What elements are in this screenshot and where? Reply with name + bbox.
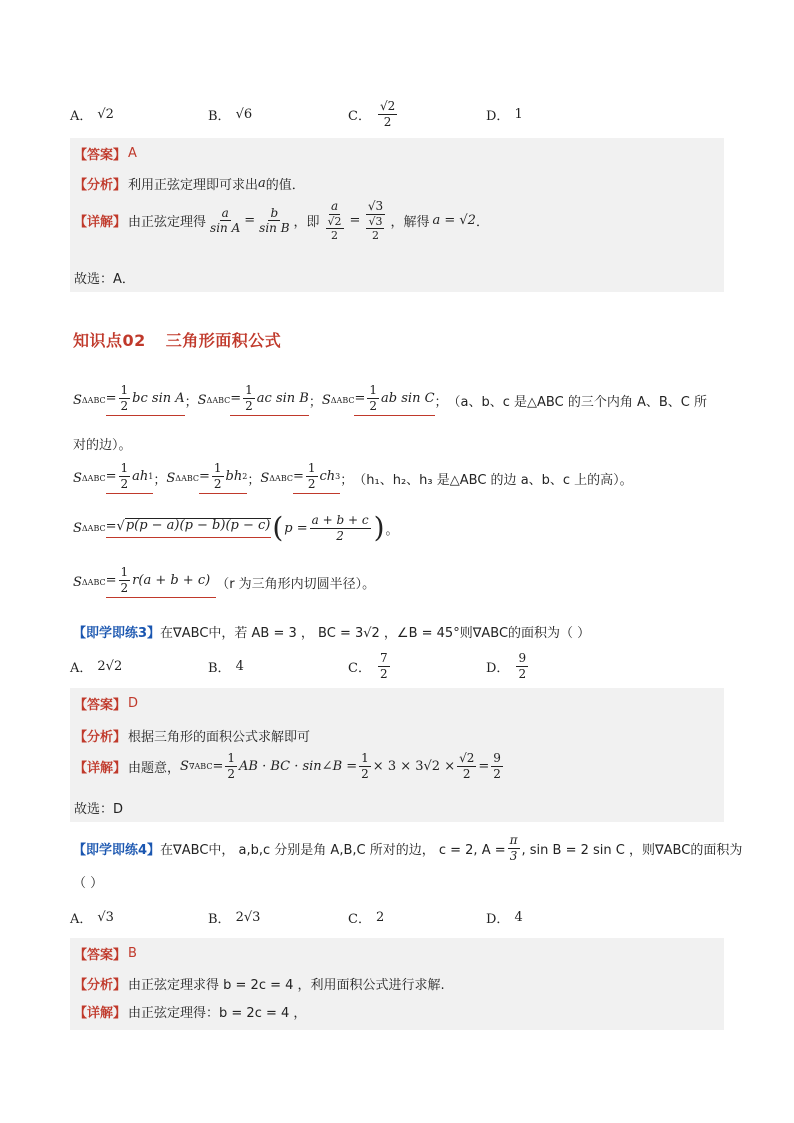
formula-1a: = $\frac{1}{2}$ bc sin A — [106, 384, 185, 416]
ex4-option-d: D． 4 — [486, 910, 523, 927]
section-number: 知识点02 — [73, 331, 146, 350]
prev-detail-line: 【详解】 由正弦定理得 $\frac{a}{\text{sin A}}$ = $\frac{b}{\text{sin B}}$ ，即 $\frac{a}{\frac{√2}{2}}$ = $\frac{√3}{\frac{√3}{2}}$ ，解得 a = √2 ． — [74, 199, 489, 243]
formula-line-1: S ΔABC = $\frac{1}{2}$ bc sin A ； S ΔABC = $\frac{1}{2}$ ac sin B ； S ΔABC = $\frac{1}{2}$ ab sin C ； （a、b、c 是△ABC 的三个内角 A、B、C 所 — [73, 384, 707, 416]
fraction-semiperimeter: $\frac{a + b + c}{2}$ — [311, 513, 369, 543]
formula-1c: = $\frac{1}{2}$ ab sin C — [354, 384, 434, 416]
prev-options-row — [70, 100, 724, 128]
formula-1b: = $\frac{1}{2}$ ac sin B — [230, 384, 309, 416]
prev-analysis-line: 【分析】 利用正弦定理即可求出 a 的值． — [74, 176, 305, 193]
ex3-solution-box — [70, 688, 724, 822]
ex3-options-row — [70, 652, 724, 680]
formula-line-2: S ΔABC = $\frac{1}{2}$ ah 1 ； S ΔABC = $\frac{1}{2}$ bh 2 ； S ΔABC = $\frac{1}{2}$ ch 3 ； （h₁、h₂、h₃ 是△ABC 的边 a、b、c 上的高）。 — [73, 462, 633, 494]
ex3-analysis-line: 【分析】 根据三角形的面积公式求解即可 — [74, 730, 311, 745]
formula-line-3: S ΔABC = √ p(p − a)(p − b)(p − c) ( p = $\frac{a + b + c}{2}$ ) 。 — [73, 511, 399, 545]
formula-2c: = $\frac{1}{2}$ ch 3 — [293, 462, 340, 494]
ex4-detail-line: 【详解】 由正弦定理得：b = 2c = 4 ， — [74, 1006, 307, 1021]
fraction-b-over-sinB: $\frac{b}{\text{sin B}}$ — [259, 205, 290, 236]
ex3-option-a: A． 2√2 — [70, 658, 123, 676]
ex3-option-d: D． $\frac{9}{2}$ — [486, 651, 527, 681]
prev-answer-line: 【答案】 A — [74, 146, 137, 163]
section-title: 三角形面积公式 — [165, 331, 282, 350]
ex4-option-b: B． 2√3 — [208, 910, 261, 927]
ex4-options-row — [70, 908, 724, 927]
exercise-4-stem: 【即学即练4】 在∇ABC中， a,b,c 分别是角 A,B,C 所对的边， c = 2, A = $\frac{\pi}{3}$ , sin B = 2 sin C ，则∇ABC的面积为 — [73, 833, 743, 863]
option-a: A． √2 — [70, 106, 114, 124]
formula-line-4: S ΔABC = $\frac{1}{2}$ r(a + b + c) （r 为三角形内切圆半径）。 — [73, 566, 375, 598]
fraction-a-over-sinA: $\frac{a}{\text{sin A}}$ — [210, 205, 241, 236]
formula-2b: = $\frac{1}{2}$ bh 2 — [199, 462, 247, 494]
formula-line-1-note: 对的边）。 — [73, 438, 132, 453]
fraction-root3-over-root3-half: $\frac{√3}{\frac{√3}{2}}$ — [367, 199, 384, 243]
exercise-3-stem: 【即学即练3】在∇ABC中，若 AB = 3 ， BC = 3√2 ，∠B = 45°则∇ABC的面积为（ ） — [73, 626, 591, 641]
prev-solution-box — [70, 138, 724, 292]
option-b: B． √6 — [208, 106, 253, 124]
formula-heron: = √ p(p − a)(p − b)(p − c) — [106, 518, 272, 537]
formula-2a: = $\frac{1}{2}$ ah 1 — [106, 462, 154, 494]
option-c: C． $\frac{√2}{2}$ — [348, 99, 396, 129]
fraction-a-over-root2-half: $\frac{a}{\frac{√2}{2}}$ — [327, 199, 342, 243]
ex4-option-c: C． 2 — [348, 910, 385, 927]
ex4-option-a: A． √3 — [70, 910, 114, 927]
ex3-option-c: C． $\frac{7}{2}$ — [348, 651, 388, 681]
ex3-option-b: B． 4 — [208, 658, 244, 676]
option-c-fraction: $\frac{√2}{2}$ — [379, 99, 396, 129]
ex4-analysis-line: 【分析】 由正弦定理求得 b = 2c = 4 ，利用面积公式进行求解. — [74, 978, 445, 993]
option-d: D． 1 — [486, 106, 523, 124]
prev-conclusion-line: 故选：A． — [74, 272, 135, 287]
ex3-detail-line: 【详解】 由题意， S ∇ABC = $\frac{1}{2}$ AB · BC · sin∠B = $\frac{1}{2}$ × 3 × 3√2 × $\frac{√2}{2}$ = $\frac{9}{2}$ — [74, 751, 501, 781]
section-heading — [73, 328, 281, 351]
ex3-conclusion-line: 故选：D — [74, 802, 124, 817]
ex4-solution-box — [70, 938, 724, 1030]
exercise-4-stem-line2: （ ） — [73, 876, 104, 891]
formula-inradius: = $\frac{1}{2}$ r(a + b + c) — [106, 566, 217, 598]
ex3-answer-line: 【答案】 D — [74, 696, 139, 713]
ex4-answer-line: 【答案】 B — [74, 946, 137, 963]
